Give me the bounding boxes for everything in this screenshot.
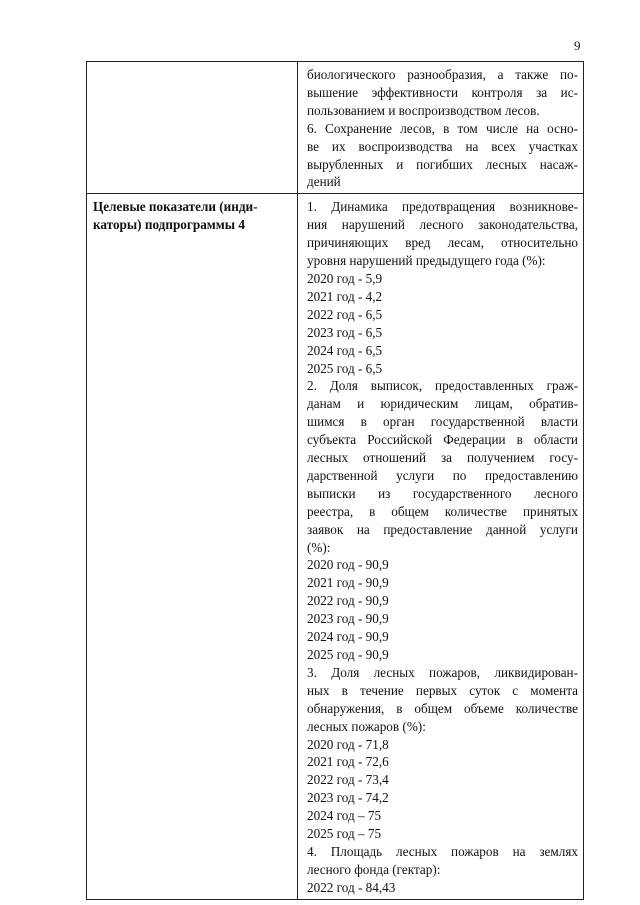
text-line: 2022 год - 73,4 bbox=[307, 772, 389, 788]
table-row-target-indicators bbox=[87, 194, 584, 899]
text-line: уровня нарушений предыдущего года (%): bbox=[307, 253, 546, 269]
text-line: 2021 год - 72,6 bbox=[307, 754, 389, 770]
text-line: 2. Доля выписок, предоставленных граж- bbox=[307, 378, 578, 394]
text-line: лесных пожаров (%): bbox=[307, 718, 426, 734]
text-line: 2022 год - 6,5 bbox=[307, 306, 383, 322]
row2-text bbox=[298, 194, 583, 898]
row1-left-cell bbox=[87, 62, 298, 194]
text-line: 2024 год - 6,5 bbox=[307, 342, 383, 358]
text-line: 2025 год – 75 bbox=[307, 826, 382, 842]
text-line: заявок на предоставление данной услуги bbox=[307, 521, 578, 537]
text-line: 2020 год - 71,8 bbox=[307, 736, 389, 752]
text-line: 2024 год – 75 bbox=[307, 808, 382, 824]
text-line: 2020 год - 5,9 bbox=[307, 270, 383, 286]
text-line: лесных отношений за получением госу- bbox=[307, 450, 578, 466]
table-row-goals-continued bbox=[87, 62, 584, 194]
row2-right-cell bbox=[298, 194, 584, 899]
text-line: обнаружения, в общем объеме количестве bbox=[307, 700, 578, 716]
text-line: 2023 год - 6,5 bbox=[307, 324, 383, 340]
heading-line-2: каторы) подпрограммы 4 bbox=[93, 217, 245, 233]
text-line: причиняющих вред лесам, относительно bbox=[307, 235, 578, 251]
text-line: реестра, в общем количестве принятых bbox=[307, 503, 578, 519]
text-line: 2023 год - 74,2 bbox=[307, 790, 389, 806]
target-indicators-heading bbox=[87, 194, 297, 234]
text-line: 4. Площадь лесных пожаров на землях bbox=[307, 843, 578, 859]
text-line: ния нарушений лесного законодательства, bbox=[307, 217, 578, 233]
text-line: 6. Сохранение лесов, в том числе на осно- bbox=[307, 120, 578, 136]
text-line: 2022 год - 84,43 bbox=[307, 879, 396, 895]
text-line: 2021 год - 90,9 bbox=[307, 575, 389, 591]
subprogram-passport-table bbox=[86, 61, 584, 900]
page-number: 9 bbox=[574, 38, 581, 53]
text-line: 2020 год - 90,9 bbox=[307, 557, 389, 573]
text-line: вышение эффективности контроля за ис- bbox=[307, 84, 578, 100]
text-line: (%): bbox=[307, 539, 331, 555]
text-line: субъекта Российской Федерации в области bbox=[307, 432, 578, 448]
heading-line-1: Целевые показатели (инди- bbox=[93, 199, 258, 215]
text-line: ве их воспроизводства на всех участках bbox=[307, 138, 578, 154]
text-line: ных в течение первых суток с момента bbox=[307, 682, 578, 698]
text-line: данам и юридическим лицам, обратив- bbox=[307, 396, 578, 412]
text-line: шимся в орган государственной власти bbox=[307, 414, 578, 430]
text-line: дарственной услуги по предоставлению bbox=[307, 467, 578, 483]
text-line: вырубленных и погибших лесных насаж- bbox=[307, 156, 578, 172]
text-line: 3. Доля лесных пожаров, ликвидирован- bbox=[307, 664, 578, 680]
text-line: 2025 год - 6,5 bbox=[307, 360, 383, 376]
text-line: 1. Динамика предотвращения возникнове- bbox=[307, 199, 578, 215]
row2-left-cell bbox=[87, 194, 298, 899]
text-line: 2021 год - 4,2 bbox=[307, 288, 383, 304]
text-line: лесного фонда (гектар): bbox=[307, 861, 441, 877]
text-line: дений bbox=[307, 174, 341, 190]
text-line: 2022 год - 90,9 bbox=[307, 593, 389, 609]
text-line: 2025 год - 90,9 bbox=[307, 647, 389, 662]
text-line: 2023 год - 90,9 bbox=[307, 611, 389, 627]
text-line: 2024 год - 90,9 bbox=[307, 629, 389, 645]
row1-right-cell bbox=[298, 62, 584, 194]
text-line: пользованием и воспроизводством лесов. bbox=[307, 102, 540, 118]
row1-text bbox=[298, 62, 583, 193]
text-line: биологического разнообразия, а также по- bbox=[307, 67, 578, 82]
text-line: выписки из государственного лесного bbox=[307, 485, 578, 501]
